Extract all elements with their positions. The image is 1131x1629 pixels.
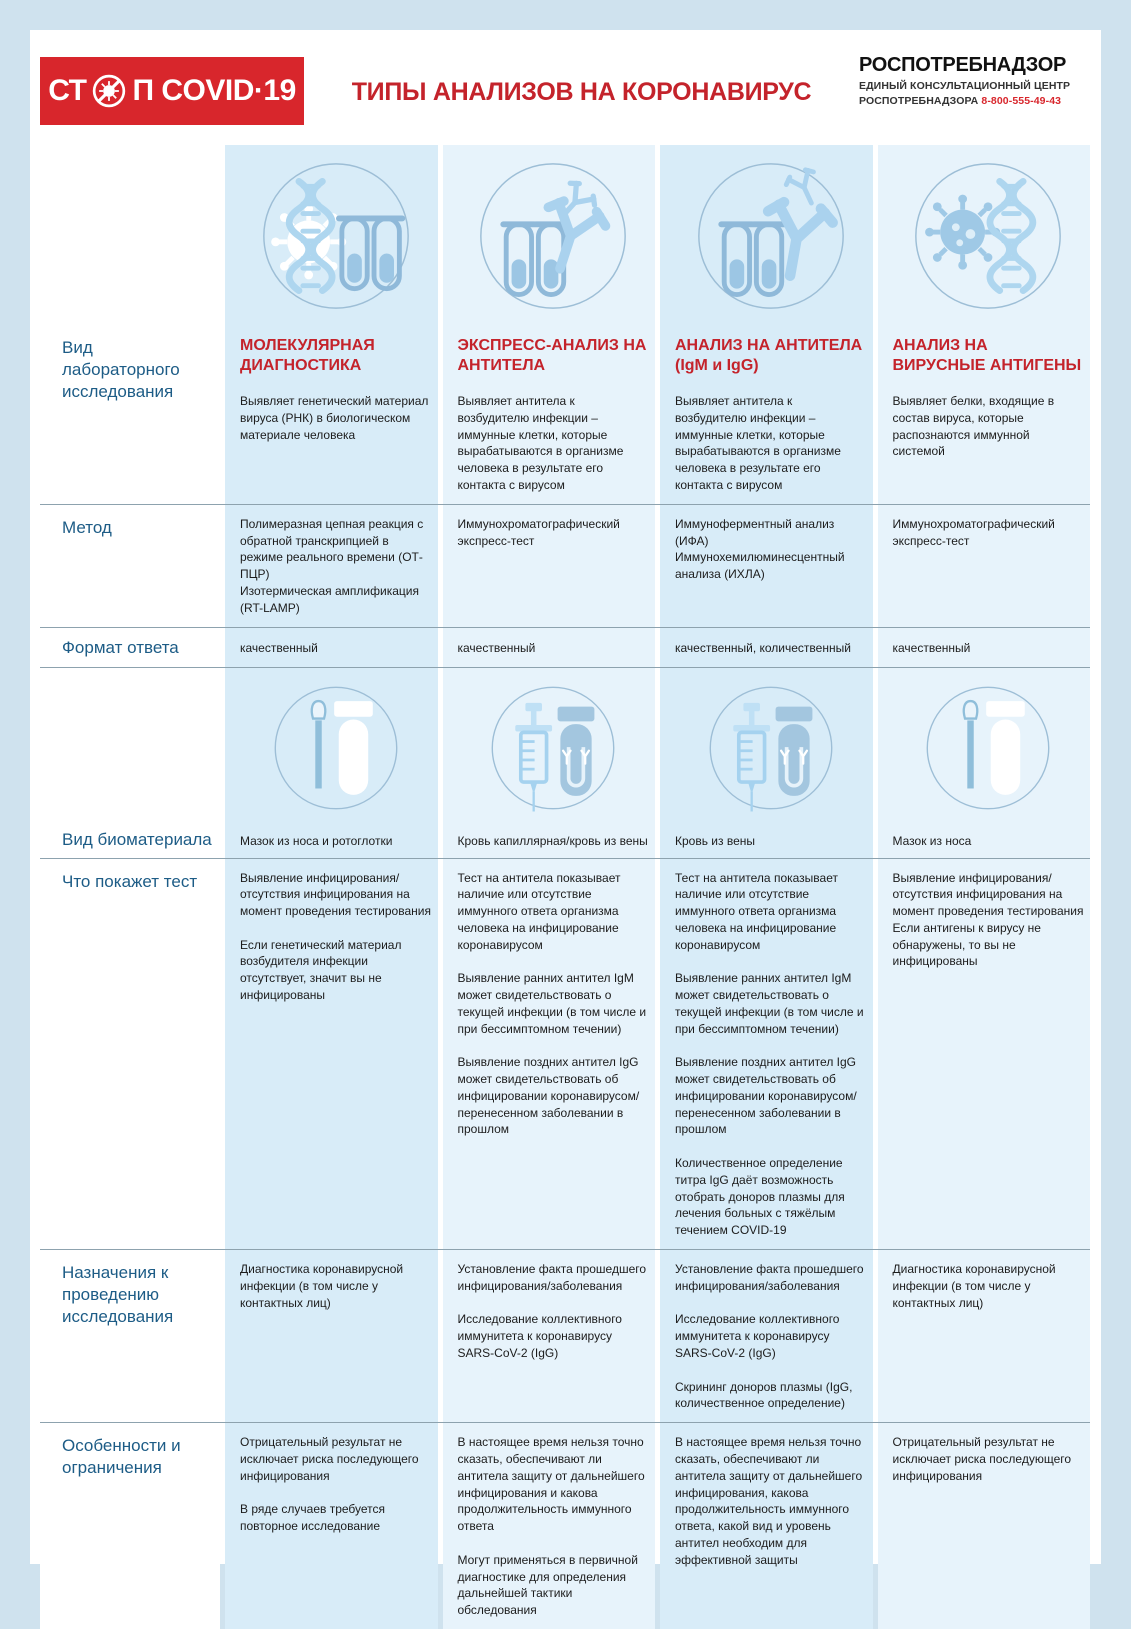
format-cell: качественный — [892, 640, 971, 655]
shows-cell: Выявление инфицирования/отсутствия инфицирования на момент проведения тестирования Если генетический материал возбудителя инфекции отсутствует, значит вы не инфицированы — [240, 870, 431, 1003]
method-cell: Иммунохроматографический экспресс-тест — [892, 516, 1055, 548]
row-label-limitations: Особенности и ограничения — [40, 1423, 220, 1629]
limitations-cell: В настоящее время нельзя точно сказать, обеспечивают ли антитела защиту от дальнейшего инфицирования, какова продолжительность иммунного ответа, какой вид и уровень антител необходим для эффективной защиты — [675, 1435, 863, 1567]
crossed-virus-icon — [91, 73, 127, 109]
column-title: АНАЛИЗ НА АНТИТЕЛА (IgM и IgG) — [675, 337, 863, 375]
table-row-limitations — [40, 1422, 1090, 1629]
test-tubes-antibody-icon — [693, 158, 849, 314]
row-label-test-type: Вид лабораторного исследования — [40, 325, 220, 504]
agency-block — [859, 54, 1091, 107]
nasal-swab-tube-icon — [919, 679, 1057, 817]
syringe-blood-tube-icon — [484, 679, 622, 817]
column-description: Выявляет генетический материал вируса (РНК) в биологическом материале человека — [240, 393, 429, 442]
row-label-biomaterial: Вид биоматериала — [40, 827, 220, 858]
method-cell: Полимеразная цепная реакция с обратной транскрипцией в режиме реального времени (ОТ-ПЦР) Изотермическая амплификация (RT-LAMP) — [240, 516, 424, 615]
purpose-cell: Установление факта прошедшего инфицирования/заболевания Исследование коллективного иммунитета к коронавирусу SARS-CoV-2 (IgG) Скрининг доноров плазмы (IgG, количественное определение) — [675, 1262, 864, 1411]
column-title: ЭКСПРЕСС-АНАЛИЗ НА АНТИТЕЛА — [457, 337, 647, 375]
column-description: Выявляет антитела к возбудителю инфекции – иммунные клетки, которые вырабатываются в организме человека в результате его контакта с вирусом — [457, 393, 624, 492]
table-row-test-type — [40, 325, 1090, 504]
biomaterial-cell: Кровь из вены — [675, 833, 756, 848]
limitations-cell: В настоящее время нельзя точно сказать, обеспечивают ли антитела защиту от дальнейшего инфицирования и какова продолжительность иммунного ответа Могут применяться в первичной диагностике для определения дальнейшей тактики обследования — [457, 1435, 645, 1618]
table-row-shows — [40, 858, 1090, 1250]
comparison-table — [40, 145, 1090, 1629]
column-title: АНАЛИЗ НА ВИРУСНЫЕ АНТИГЕНЫ — [892, 337, 1082, 375]
method-cell: Иммуноферментный анализ (ИФА) Иммунохемилюминесцентный анализа (ИХЛА) — [675, 516, 845, 582]
agency-name: РОСПОТРЕБНАДЗОР — [859, 54, 1067, 76]
limitations-cell: Отрицательный результат не исключает риска последующего инфицирования В ряде случаев требуется повторное исследование — [240, 1435, 419, 1534]
consult-center-line1: ЕДИНЫЙ КОНСУЛЬТАЦИОННЫЙ ЦЕНТР — [859, 80, 1071, 92]
table-row-format — [40, 627, 1090, 667]
biomaterial-cell: Мазок из носа — [892, 833, 972, 848]
poster-sheet — [30, 30, 1101, 1618]
row-label-shows: Что покажет тест — [40, 859, 220, 1250]
consult-center-line2: РОСПОТРЕБНАДЗОРА 8-800-555-49-43 — [859, 95, 1062, 107]
format-cell: качественный, количественный — [675, 640, 851, 655]
shows-cell: Выявление инфицирования/отсутствия инфицирования на момент проведения тестирования Если антигены к вирусу не обнаружены, то вы не инфицированы — [892, 870, 1084, 969]
test-tubes-antibodies-icon — [475, 158, 631, 314]
column-description: Выявляет белки, входящие в состав вируса, которые распознаются иммунной системой — [892, 393, 1055, 459]
logo-text-prefix: СТ — [48, 74, 87, 107]
virus-dna-icon — [910, 158, 1066, 314]
biomaterial-cell: Мазок из носа и ротоглотки — [240, 833, 393, 848]
hotline-phone: 8-800-555-49-43 — [981, 95, 1062, 107]
row-label-format: Формат ответа — [40, 628, 220, 667]
row-label-method: Метод — [40, 505, 220, 627]
biomaterial-cell: Кровь капиллярная/кровь из вены — [457, 833, 648, 848]
nasopharyngeal-swab-tube-icon — [267, 679, 405, 817]
shows-cell: Тест на антитела показывает наличие или отсутствие иммунного ответа организма человека на инфицирование коронавирусом Выявление ранних антител IgM может свидетельствовать о текущей инфекции (в том числе и при бессимптомном течении) Выявление поздних антител IgG может свидетельствовать об инфицировании коронавирусом/перенесенном заболевании в прошлом — [457, 870, 647, 1137]
format-cell: качественный — [240, 640, 318, 655]
column-title: МОЛЕКУЛЯРНАЯ ДИАГНОСТИКА — [240, 337, 375, 375]
syringe-blood-tube-icon — [702, 679, 840, 817]
purpose-cell: Диагностика коронавирусной инфекции (в том числе у контактных лиц) — [892, 1262, 1056, 1310]
page-title: ТИПЫ АНАЛИЗОВ НА КОРОНАВИРУС — [351, 78, 812, 106]
purpose-cell: Диагностика коронавирусной инфекции (в том числе у контактных лиц) — [240, 1262, 404, 1310]
table-row-method — [40, 504, 1090, 627]
stop-covid-logo — [40, 57, 304, 125]
column-description: Выявляет антитела к возбудителю инфекции – иммунные клетки, которые вырабатываются в организме человека в результате его контакта с вирусом — [675, 393, 841, 492]
shows-cell: Тест на антитела показывает наличие или отсутствие иммунного ответа организма человека на инфицирование коронавирусом Выявление ранних антител IgM может свидетельствовать о текущей инфекции (в том числе и при бессимптомном течении) Выявление поздних антител IgG может свидетельствовать об инфицировании коронавирусом/перенесенном заболевании в прошлом Количественное определение титра IgG даёт возможность отобрать доноров плазмы для лечения больных с тяжёлым течением COVID-19 — [675, 870, 864, 1238]
format-cell: качественный — [457, 640, 536, 655]
limitations-cell: Отрицательный результат не исключает риска последующего инфицирования — [892, 1435, 1072, 1483]
table-row-biomaterial-icons — [40, 667, 1090, 827]
table-row-biomaterial — [40, 827, 1090, 858]
row-label-purpose: Назначения к проведению исследования — [40, 1250, 220, 1422]
dna-virus-test-tubes-icon — [258, 158, 414, 314]
table-row-purpose — [40, 1249, 1090, 1422]
logo-text-suffix: П COVID·19 — [132, 74, 296, 107]
purpose-cell: Установление факта прошедшего инфицирования/заболевания Исследование коллективного иммунитета к коронавирусу SARS-CoV-2 (IgG) — [457, 1262, 647, 1361]
table-row-top-icons — [40, 145, 1090, 325]
method-cell: Иммунохроматографический экспресс-тест — [457, 516, 620, 548]
header — [30, 30, 1101, 145]
